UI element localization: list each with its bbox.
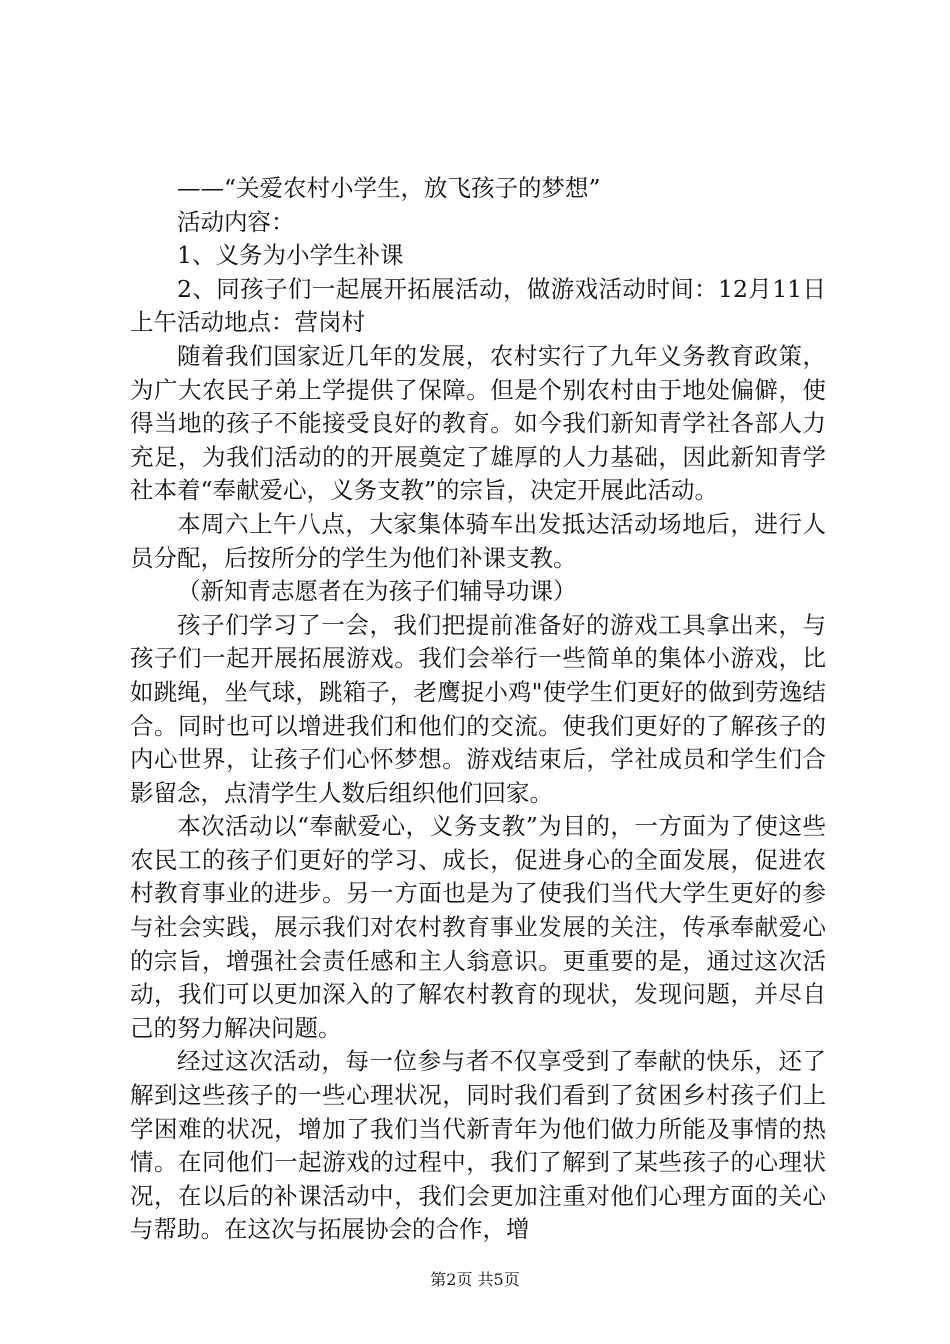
paragraph-activity-heading: 活动内容：: [177, 207, 295, 236]
paragraph-reflection: 经过这次活动，每一位参与者不仅享受到了奉献的快乐，还了解到这些孩子的一些心理状况，同时我们看到了贫困乡村孩子们上学困难的状况，增加了我们当代新青年为他们做力所能及事情的热情。在同他们一起游戏的过程中，我们了解到了某些孩子的心理状况，在以后的补课活动中，我们会更加注重对他们心理方面的关心与帮助。在这次与拓展协会的合作，增: [130, 1047, 826, 1244]
paragraph-purpose: 本次活动以“奉献爱心，义务支教”为目的，一方面为了使这些农民工的孩子们更好的学习、成长，促进身心的全面发展，促进农村教育事业的进步。另一方面也是为了使我们当代大学生更好的参与社会实践，展示我们对农村教育事业发展的关注，传承奉献爱心的宗旨，增强社会责任感和主人翁意识。更重要的是，通过这次活动，我们可以更加深入的了解农村教育的现状，发现问题，并尽自己的努力解决问题。: [130, 812, 826, 1042]
document-body: [130, 172, 826, 1247]
paragraph-item-1: 1、义务为小学生补课: [177, 241, 404, 270]
paragraph-background: 随着我们国家近几年的发展，农村实行了九年义务教育政策，为广大农民子弟上学提供了保障。但是个别农村由于地处偏僻，使得当地的孩子不能接受良好的教育。如今我们新知青学社各部人力充足，为我们活动的的开展奠定了雄厚的人力基础，因此新知青学社本着“奉献爱心，义务支教”的宗旨，决定开展此活动。: [130, 341, 826, 505]
paragraph-photo-caption: （新知青志愿者在为孩子们辅导功课）: [177, 577, 577, 606]
paragraph-item-2: 2、同孩子们一起展开拓展活动，做游戏活动时间：12月11日上午活动地点：营岗村: [130, 274, 826, 337]
page-number-footer: 第2页 共5页: [430, 1270, 520, 1289]
paragraph-games: 孩子们学习了一会，我们把提前准备好的游戏工具拿出来，与孩子们一起开展拓展游戏。我们会举行一些简单的集体小游戏，比如跳绳，坐气球，跳箱子，老鹰捉小鸡"使学生们更好的做到劳逸结合。同时也可以增进我们和他们的交流。使我们更好的了解孩子的内心世界，让孩子们心怀梦想。游戏结束后，学社成员和学生们合影留念，点清学生人数后组织他们回家。: [130, 610, 826, 807]
paragraph-subtitle: ——“关爱农村小学生，放飞孩子的梦想”: [177, 174, 601, 202]
paragraph-schedule: 本周六上午八点，大家集体骑车出发抵达活动场地后，进行人员分配，后按所分的学生为他们补课支教。: [130, 509, 826, 572]
